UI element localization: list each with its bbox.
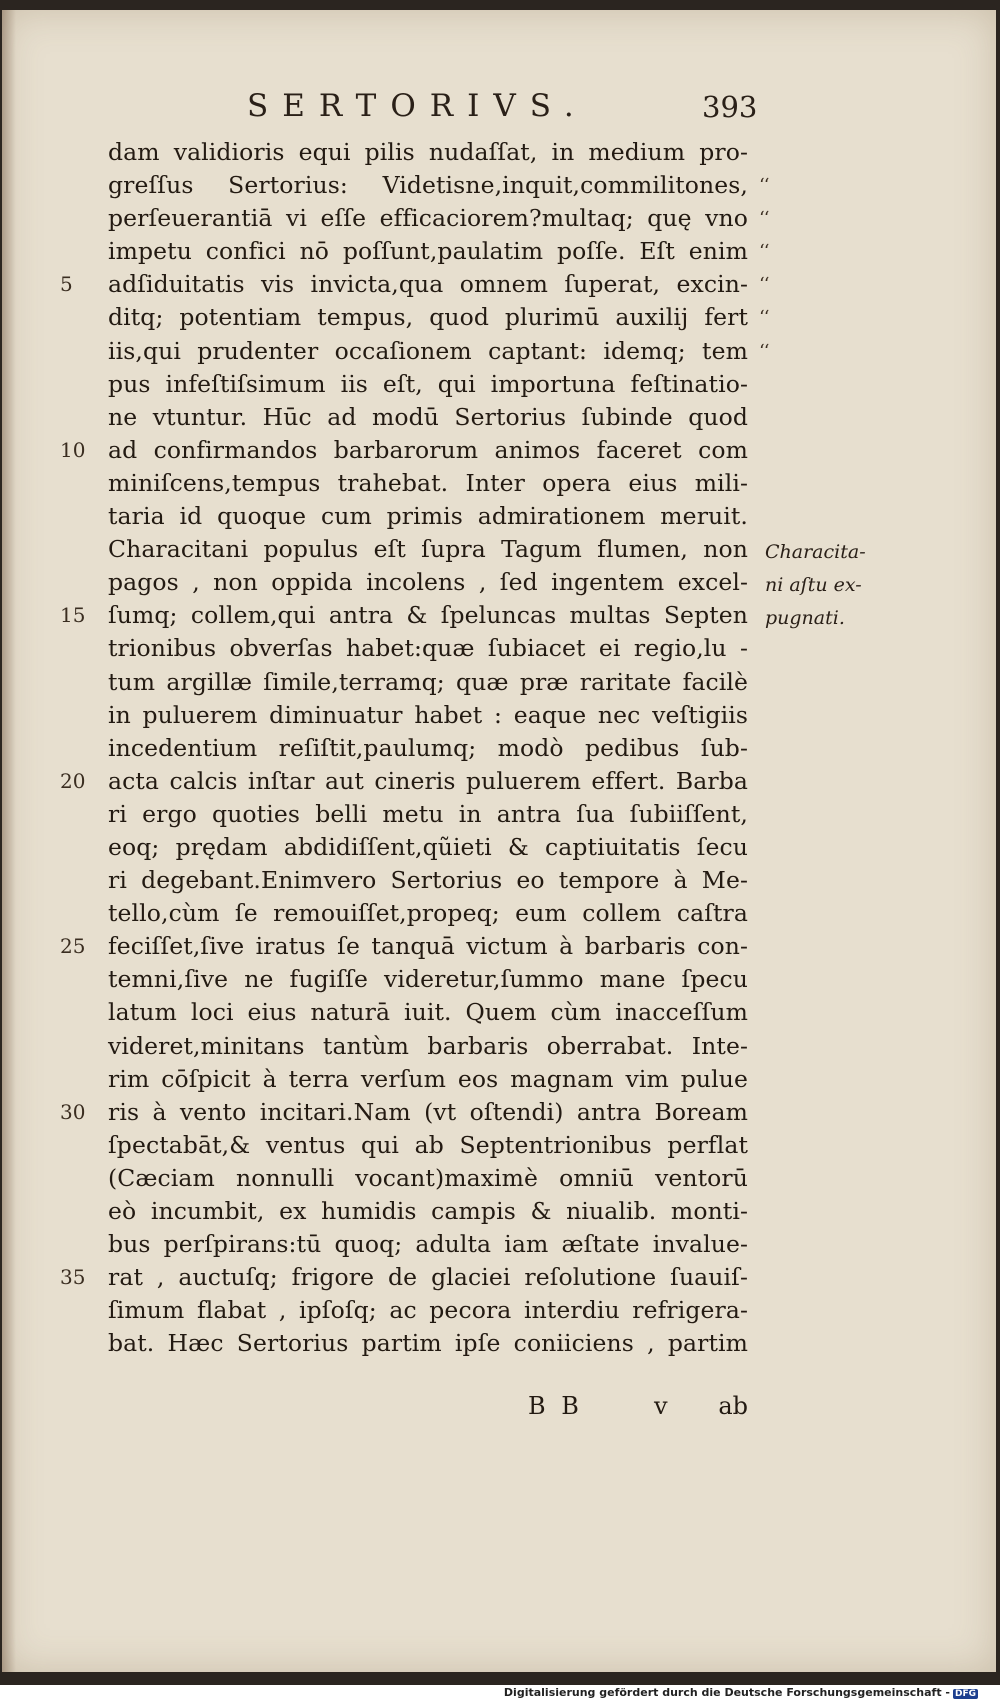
quote-mark bbox=[759, 1294, 789, 1327]
line-number bbox=[60, 1030, 100, 1063]
margin-note-line: pugnati. bbox=[765, 607, 845, 630]
book-page bbox=[2, 10, 996, 1672]
text-line: incedentium reſiſtit,paulumq; modò pedibus ſub- bbox=[108, 733, 748, 762]
quote-mark bbox=[759, 699, 789, 732]
text-line: dam validioris equi pilis nudaſſat, in medium pro- bbox=[108, 138, 748, 166]
text-line: pus infeſtiſsimum iis eſt, qui importuna feſtinatio- bbox=[108, 369, 748, 398]
margin-note-line: Characita- bbox=[765, 541, 866, 563]
text-line: ri ergo quoties belli metu in antra ſua ſubiiſſent, bbox=[108, 799, 748, 828]
quote-mark bbox=[759, 401, 789, 434]
footer-bar bbox=[0, 1685, 1000, 1703]
line-number bbox=[60, 864, 100, 897]
quote-mark bbox=[759, 632, 789, 665]
quote-mark bbox=[759, 1261, 789, 1294]
quote-mark bbox=[759, 864, 789, 897]
quote-mark bbox=[759, 831, 789, 864]
line-number bbox=[60, 1294, 100, 1327]
footer-credit: Digitalisierung gefördert durch die Deutsche Forschungsgemeinschaft - bbox=[503, 1686, 950, 1699]
quote-mark bbox=[759, 732, 789, 765]
quote-mark bbox=[759, 1096, 789, 1129]
quote-mark bbox=[759, 996, 789, 1029]
line-number bbox=[60, 1129, 100, 1162]
dfg-logo: DFG bbox=[954, 1689, 976, 1699]
line-number bbox=[60, 699, 100, 732]
line-number bbox=[60, 996, 100, 1029]
line-number bbox=[60, 1228, 100, 1261]
page-number: 393 bbox=[702, 90, 758, 124]
line-number bbox=[60, 368, 100, 401]
line-number bbox=[60, 301, 100, 334]
signature-sub: v bbox=[654, 1392, 668, 1420]
line-number bbox=[60, 897, 100, 930]
quote-mark: ‘‘ bbox=[759, 340, 769, 362]
text-line: adſiduitatis vis invicta,qua omnem ſuperat, excin- bbox=[108, 270, 748, 299]
quote-mark bbox=[759, 1129, 789, 1162]
text-line: in puluerem diminuatur habet : eaque nec veſtigiis bbox=[108, 700, 748, 729]
quote-mark bbox=[759, 1030, 789, 1063]
quote-mark bbox=[759, 1162, 789, 1195]
margin-note-line: ni aſtu ex- bbox=[765, 574, 862, 597]
catchword: ab bbox=[718, 1392, 748, 1420]
line-number bbox=[60, 963, 100, 996]
text-line: latum loci eius naturā iuit. Quem cùm inacceſſum bbox=[108, 998, 748, 1027]
line-number bbox=[60, 235, 100, 268]
footer-text bbox=[504, 1686, 978, 1699]
line-number: 5 bbox=[60, 272, 73, 297]
text-line: rat , auctuſq; frigore de glaciei reſolutione ſuauiſ- bbox=[108, 1263, 748, 1292]
text-line: ri degebant.Enimvero Sertorius eo tempore à Me- bbox=[108, 866, 748, 895]
text-line: acta calcis inſtar aut cineris puluerem effert. Barba bbox=[108, 766, 748, 795]
line-number bbox=[60, 1327, 100, 1360]
text-line: ditq; potentiam tempus, quod plurimū auxilij fert bbox=[108, 303, 748, 332]
text-line: tum argillæ ſimile,terramq; quæ præ raritate facilè bbox=[108, 667, 748, 696]
line-number bbox=[60, 401, 100, 434]
quote-mark: ‘‘ bbox=[759, 307, 769, 329]
line-number bbox=[60, 831, 100, 864]
text-line: videret,minitans tantùm barbaris oberrabat. Inte- bbox=[108, 1031, 748, 1060]
line-number bbox=[60, 1063, 100, 1096]
line-number bbox=[60, 169, 100, 202]
quote-mark bbox=[759, 500, 789, 533]
line-number bbox=[60, 798, 100, 831]
signature-line bbox=[108, 1392, 748, 1426]
quote-mark: ‘‘ bbox=[759, 175, 769, 197]
line-number bbox=[60, 533, 100, 566]
quote-mark bbox=[759, 1063, 789, 1096]
running-title: SERTORIVS. bbox=[247, 88, 588, 124]
line-number: 30 bbox=[60, 1099, 86, 1124]
text-line: ris à vento incitari.Nam (vt oſtendi) antra Boream bbox=[108, 1097, 748, 1126]
line-number: 10 bbox=[60, 437, 86, 462]
quote-mark bbox=[759, 1228, 789, 1261]
text-line: ſumq; collem,qui antra & ſpeluncas multas Septen bbox=[108, 601, 748, 630]
line-number: 25 bbox=[60, 934, 86, 959]
line-number bbox=[60, 467, 100, 500]
quote-mark bbox=[759, 1327, 789, 1360]
text-line: tello,cùm ſe remouiſſet,propeq; eum collem caſtra bbox=[108, 899, 748, 928]
text-line: ne vtuntur. Hūc ad modū Sertorius ſubinde quod bbox=[108, 402, 748, 431]
quote-mark bbox=[759, 434, 789, 467]
line-number bbox=[60, 566, 100, 599]
text-line: ad confirmandos barbarorum animos faceret com bbox=[108, 435, 748, 464]
line-number bbox=[60, 666, 100, 699]
quote-mark bbox=[759, 798, 789, 831]
line-number: 35 bbox=[60, 1265, 86, 1290]
signature-mark: B B bbox=[528, 1392, 583, 1420]
text-block bbox=[108, 136, 748, 1360]
text-line: eoq; prędam abdidiſſent,qũieti & captiuitatis ſecu bbox=[108, 832, 748, 861]
quote-mark bbox=[759, 666, 789, 699]
line-number: 20 bbox=[60, 768, 86, 793]
text-line: miniſcens,tempus trahebat. Inter opera eius mili- bbox=[108, 468, 748, 497]
text-line: trionibus obverſas habet:quæ ſubiacet ei regio,lu - bbox=[108, 634, 748, 663]
text-line: impetu confici nō poſſunt,paulatim poſſe. Eſt enim bbox=[108, 237, 748, 266]
quote-mark bbox=[759, 765, 789, 798]
line-number bbox=[60, 1195, 100, 1228]
quote-mark bbox=[759, 1195, 789, 1228]
text-line: feciſſet,ſive iratus ſe tanquā victum à barbaris con- bbox=[108, 932, 748, 961]
line-number bbox=[60, 632, 100, 665]
quote-mark bbox=[759, 963, 789, 996]
line-number-column bbox=[60, 136, 100, 1360]
text-line: bat. Hæc Sertorius partim ipſe coniiciens , partim bbox=[108, 1329, 748, 1358]
quote-mark bbox=[759, 136, 789, 169]
line-number bbox=[60, 500, 100, 533]
quote-mark: ‘‘ bbox=[759, 274, 769, 296]
text-line: ſpectabāt,& ventus qui ab Septentrionibus perflat bbox=[108, 1130, 748, 1159]
quote-mark bbox=[759, 467, 789, 500]
quote-mark bbox=[759, 368, 789, 401]
text-line: eò incumbit, ex humidis campis & niualib. monti- bbox=[108, 1197, 748, 1225]
quote-mark: ‘‘ bbox=[759, 208, 769, 230]
quote-mark-column bbox=[759, 136, 789, 1360]
text-line: perſeuerantiā vi eſſe efficaciorem?multaq; quę vno bbox=[108, 204, 748, 233]
text-line: taria id quoque cum primis admirationem meruit. bbox=[108, 502, 748, 531]
line-number bbox=[60, 202, 100, 235]
line-number bbox=[60, 732, 100, 765]
margin-note bbox=[765, 536, 875, 635]
quote-mark bbox=[759, 930, 789, 963]
text-line: Characitani populus eſt ſupra Tagum flumen, non bbox=[108, 535, 748, 564]
text-line: ſimum flabat , ipſoſq; ac pecora interdiu refrigera- bbox=[108, 1296, 748, 1325]
line-number bbox=[60, 136, 100, 169]
quote-mark bbox=[759, 897, 789, 930]
text-line: pagos , non oppida incolens , ſed ingentem excel- bbox=[108, 568, 748, 597]
text-line: rim cōſpicit à terra verſum eos magnam vim pulue bbox=[108, 1064, 748, 1093]
quote-mark: ‘‘ bbox=[759, 241, 769, 263]
line-number bbox=[60, 335, 100, 368]
line-number: 15 bbox=[60, 603, 86, 628]
text-line: temni,ſive ne fugiſſe videretur,ſummo mane ſpecu bbox=[108, 965, 748, 994]
text-line: (Cæciam nonnulli vocant)maximè omniū ventorū bbox=[108, 1163, 748, 1192]
running-head bbox=[2, 88, 996, 128]
text-line: bus perſpirans:tū quoq; adulta iam æſtate invalue- bbox=[108, 1230, 748, 1259]
line-number bbox=[60, 1162, 100, 1195]
text-line: iis,qui prudenter occaſionem captant: idemq; tem bbox=[108, 336, 748, 365]
text-line: greſſus Sertorius: Videtisne,inquit,commilitones, bbox=[108, 171, 748, 200]
